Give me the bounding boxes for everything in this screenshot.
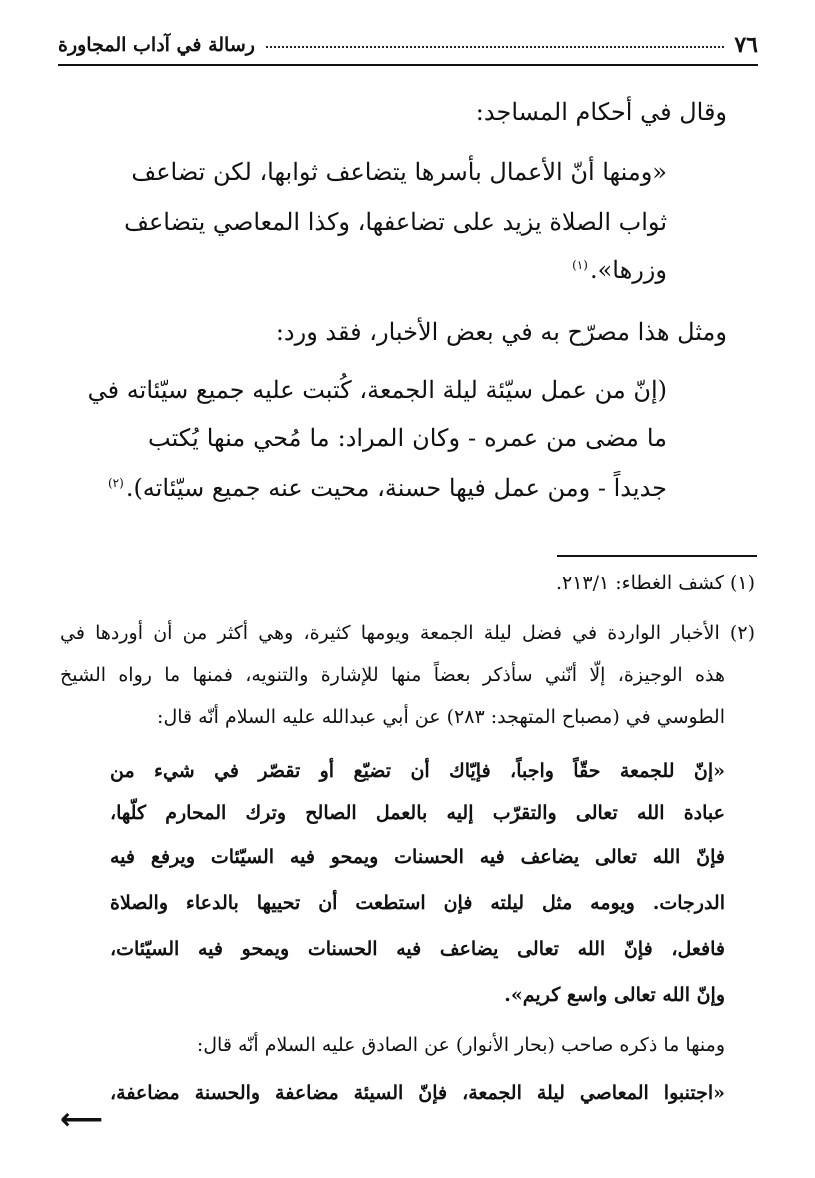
intro-line-1: وقال في أحكام المساجد: — [475, 98, 727, 126]
footnote-2-quote-line-2: عبادة الله تعالى والتقرّب إليه بالعمل الصالح وترك المحارم كلّها، — [110, 802, 725, 824]
footnote-2-line-3: الطوسي في (مصباح المتهجد: ٢٨٣) عن أبي عبدالله عليه السلام أنّه قال: — [157, 706, 725, 728]
quote-1-line-1: «ومنها أنّ الأعمال بأسرها يتضاعف ثوابها، لكن تضاعف — [131, 158, 667, 186]
quote-2-line-3 — [108, 474, 667, 502]
footnote-2-quote-line-4: الدرجات. ويومه مثل ليلته فإن استطعت أن تحييها بالدعاء والصلاة — [110, 892, 725, 914]
intro-line-2: ومثل هذا مصرّح به في بعض الأخبار، فقد ورد: — [275, 318, 727, 346]
quote-1-text: وزرها». — [589, 256, 667, 284]
footnote-separator — [557, 555, 757, 557]
footnote-2-quote-line-3: فإنّ الله تعالى يضاعف فيه الحسنات ويمحو فيه السيّئات ويرفع فيه — [110, 846, 725, 868]
continuation-arrow-icon: ⟵ — [60, 1102, 104, 1137]
footnote-1: (١) كشف الغطاء: ٢١٣/١. — [555, 572, 755, 594]
page-header — [58, 30, 758, 66]
quote-2-line-1: (إنّ من عمل سيّئة ليلة الجمعة، كُتبت عليه جميع سيّئاته في — [87, 376, 667, 404]
page-number: ٧٦ — [734, 32, 758, 58]
footnote-2-quote-line-6: وإنّ الله تعالى واسع كريم». — [504, 984, 725, 1006]
header-leader-dots — [266, 46, 724, 48]
quote-1-line-2: ثواب الصلاة يزيد على تضاعفها، وكذا المعاصي يتضاعف — [124, 208, 667, 236]
footnote-2-quote-line-1: «إنّ للجمعة حقّاً واجباً، فإيّاك أن تضيّع أو تقصّر في شيء من — [110, 760, 725, 782]
quote-2-text: جديداً - ومن عمل فيها حسنة، محيت عنه جميع سيّئاته). — [125, 474, 667, 502]
footnote-ref-2: (٢) — [107, 476, 124, 490]
footnote-2-quote-2-line-1: «اجتنبوا المعاصي ليلة الجمعة، فإنّ السيئة مضاعفة والحسنة مضاعفة، — [110, 1082, 725, 1104]
footnote-2-intro-2: ومنها ما ذكره صاحب (بحار الأنوار) عن الصادق عليه السلام أنّه قال: — [196, 1034, 725, 1056]
quote-2-line-2: ما مضى من عمره - وكان المراد: ما مُحي منها يُكتب — [148, 424, 667, 452]
footnote-2-quote-line-5: فافعل، فإنّ الله تعالى يضاعف فيه الحسنات ويمحو فيه السيّئات، — [110, 938, 725, 960]
footnote-ref-1: (١) — [572, 258, 588, 272]
footnote-2-line-1: (٢) الأخبار الواردة في فضل ليلة الجمعة ويومها كثيرة، وهي أكثر من أن أوردها في — [60, 622, 755, 644]
quote-1-line-3 — [572, 256, 667, 284]
running-title: رسالة في آداب المجاورة — [58, 34, 255, 56]
footnote-2-line-2: هذه الوجيزة، إلّا أنّني سأذكر بعضاً منها للإشارة والتنويه، فمنها ما رواه الشيخ — [60, 664, 725, 686]
